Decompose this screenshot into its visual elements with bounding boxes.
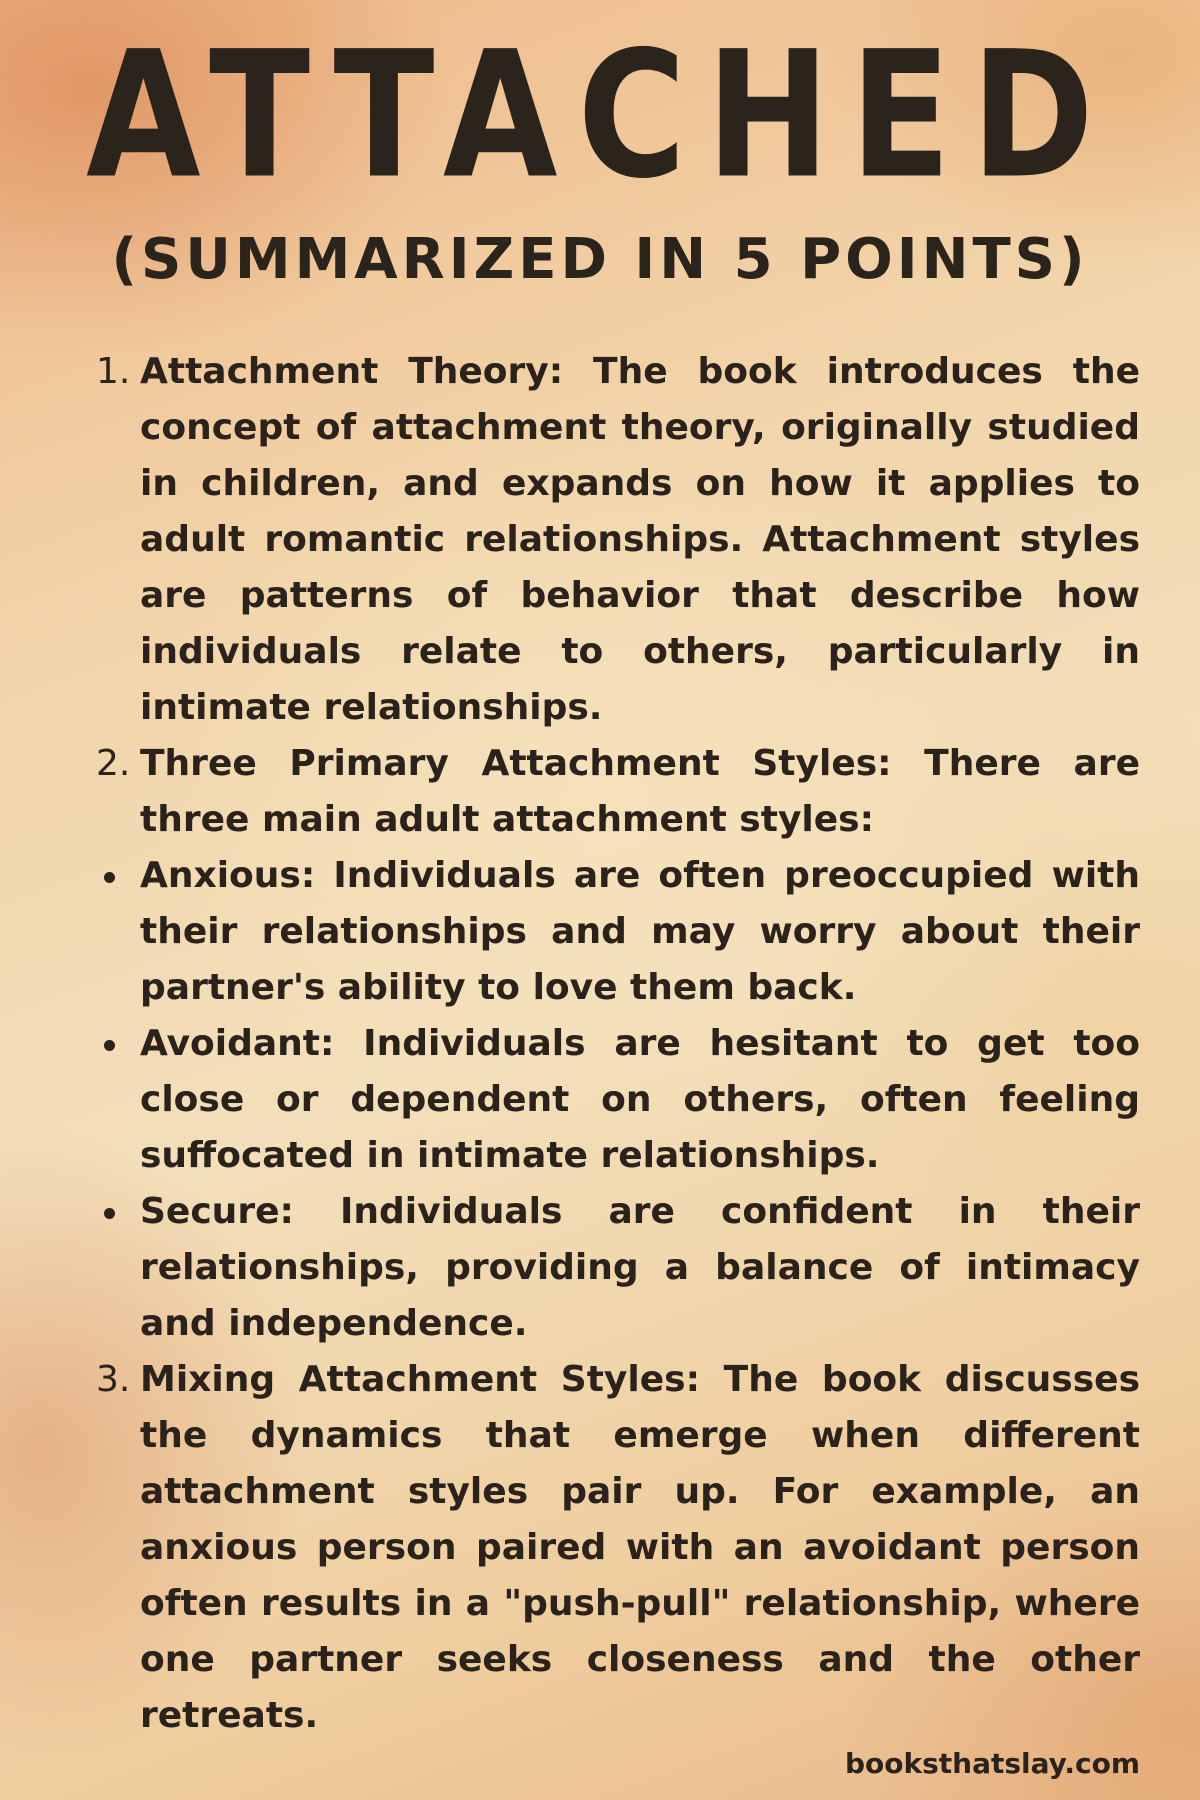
website-credit: booksthatslay.com: [844, 1747, 1140, 1780]
list-number: 1.: [96, 351, 131, 392]
list-item-text: Mixing Attachment Styles: The book discusses the dynamics that emerge when different attachment styles pair up. For example, an anxious person paired with an avoidant person often results in a "push-pull" relationship, where one partner seeks closeness and the other retreats.: [140, 1359, 1140, 1736]
list-item-2: [94, 736, 1140, 848]
list-item-3: [94, 1352, 1140, 1744]
bullet-item-avoidant: [94, 1016, 1140, 1184]
list-item-text: Three Primary Attachment Styles: There are three main adult attachment styles:: [140, 743, 1140, 840]
bullet-icon: [104, 872, 115, 883]
list-item-text: Secure: Individuals are confident in their relationships, providing a balance of intimacy and independence.: [140, 1191, 1140, 1344]
list-item-text: Anxious: Individuals are often preoccupied with their relationships and may worry about their partner's ability to love them back.: [140, 855, 1140, 1008]
page-subtitle: (SUMMARIZED IN 5 POINTS): [111, 227, 1089, 292]
page-title: ATTACHED: [86, 13, 1114, 217]
bullet-item-anxious: [94, 848, 1140, 1016]
bullet-icon: [104, 1040, 115, 1051]
bullet-icon: [104, 1208, 115, 1219]
list-item-text: Avoidant: Individuals are hesitant to get too close or dependent on others, often feeling suffocated in intimate relationships.: [140, 1023, 1140, 1176]
list-number: 2.: [96, 743, 131, 784]
list-item-1: [94, 344, 1140, 736]
summary-list: [94, 344, 1140, 1744]
bullet-item-secure: [94, 1184, 1140, 1352]
list-item-text: Attachment Theory: The book introduces the concept of attachment theory, originally studied in children, and expands on how it applies to adult romantic relationships. Attachment styles are patterns of behavior that describe how individuals relate to others, particularly in intimate relationships.: [140, 351, 1140, 728]
list-number: 3.: [96, 1359, 131, 1400]
